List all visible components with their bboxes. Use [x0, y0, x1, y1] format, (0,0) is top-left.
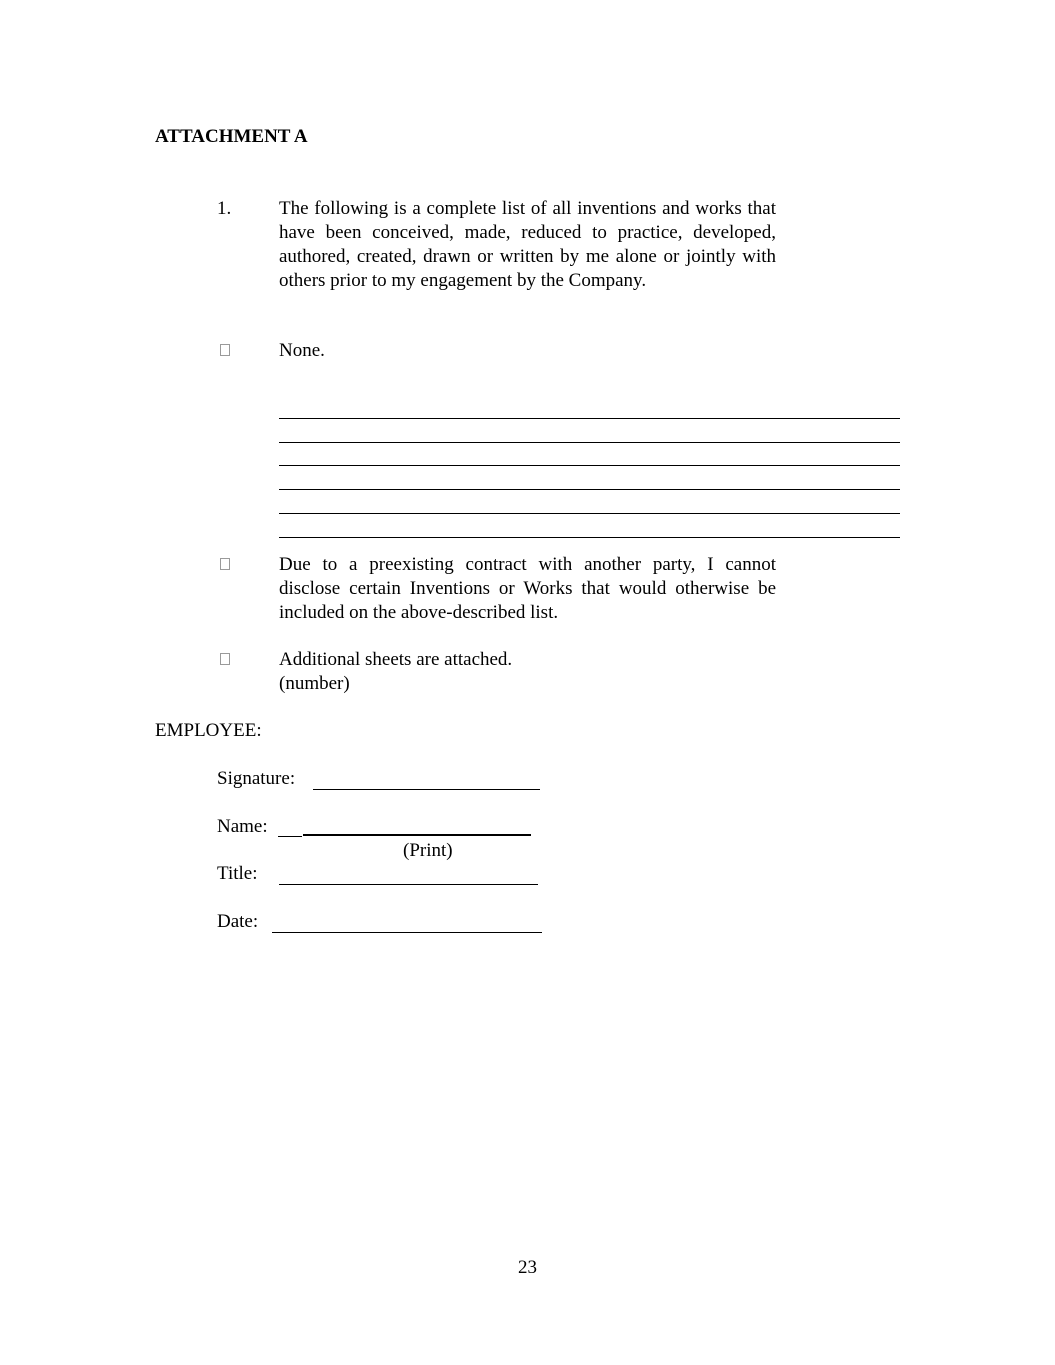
- date-field[interactable]: [272, 932, 542, 933]
- title-field[interactable]: [279, 884, 538, 885]
- title-label: Title:: [217, 863, 258, 884]
- blank-line[interactable]: [279, 419, 900, 443]
- additional-sheets-checkbox[interactable]: [220, 653, 230, 665]
- blank-line[interactable]: [279, 443, 900, 467]
- item-number: 1.: [217, 198, 232, 219]
- preexisting-contract-label: Due to a preexisting contract with another party, I cannot disclose certain Inventions or Works that would otherwise be included on the above-described list.: [279, 554, 776, 623]
- date-label: Date:: [217, 911, 259, 932]
- blank-line[interactable]: [279, 466, 900, 490]
- blank-line[interactable]: [279, 490, 900, 514]
- additional-sheets-label: Additional sheets are attached.: [279, 649, 513, 670]
- name-field-lead[interactable]: [278, 836, 302, 837]
- signature-field[interactable]: [313, 789, 540, 790]
- number-label: (number): [279, 673, 350, 694]
- inventions-blank-lines[interactable]: [279, 395, 900, 538]
- employee-label: EMPLOYEE:: [155, 720, 262, 741]
- blank-line[interactable]: [279, 514, 900, 538]
- none-checkbox[interactable]: [220, 344, 230, 356]
- page-number: 23: [518, 1257, 537, 1278]
- attachment-heading: ATTACHMENT A: [155, 126, 308, 147]
- signature-label: Signature:: [217, 768, 296, 789]
- inventions-list-intro: The following is a complete list of all inventions and works that have been conceived, made, reduced to practice, developed, authored, created, drawn or written by me alone or jointly with others prior to my engagement by the Company.: [279, 198, 776, 291]
- none-label: None.: [279, 340, 325, 361]
- name-field[interactable]: [303, 834, 531, 836]
- blank-line[interactable]: [279, 395, 900, 419]
- name-label: Name:: [217, 816, 268, 837]
- print-label: (Print): [403, 840, 453, 861]
- preexisting-contract-checkbox[interactable]: [220, 558, 230, 570]
